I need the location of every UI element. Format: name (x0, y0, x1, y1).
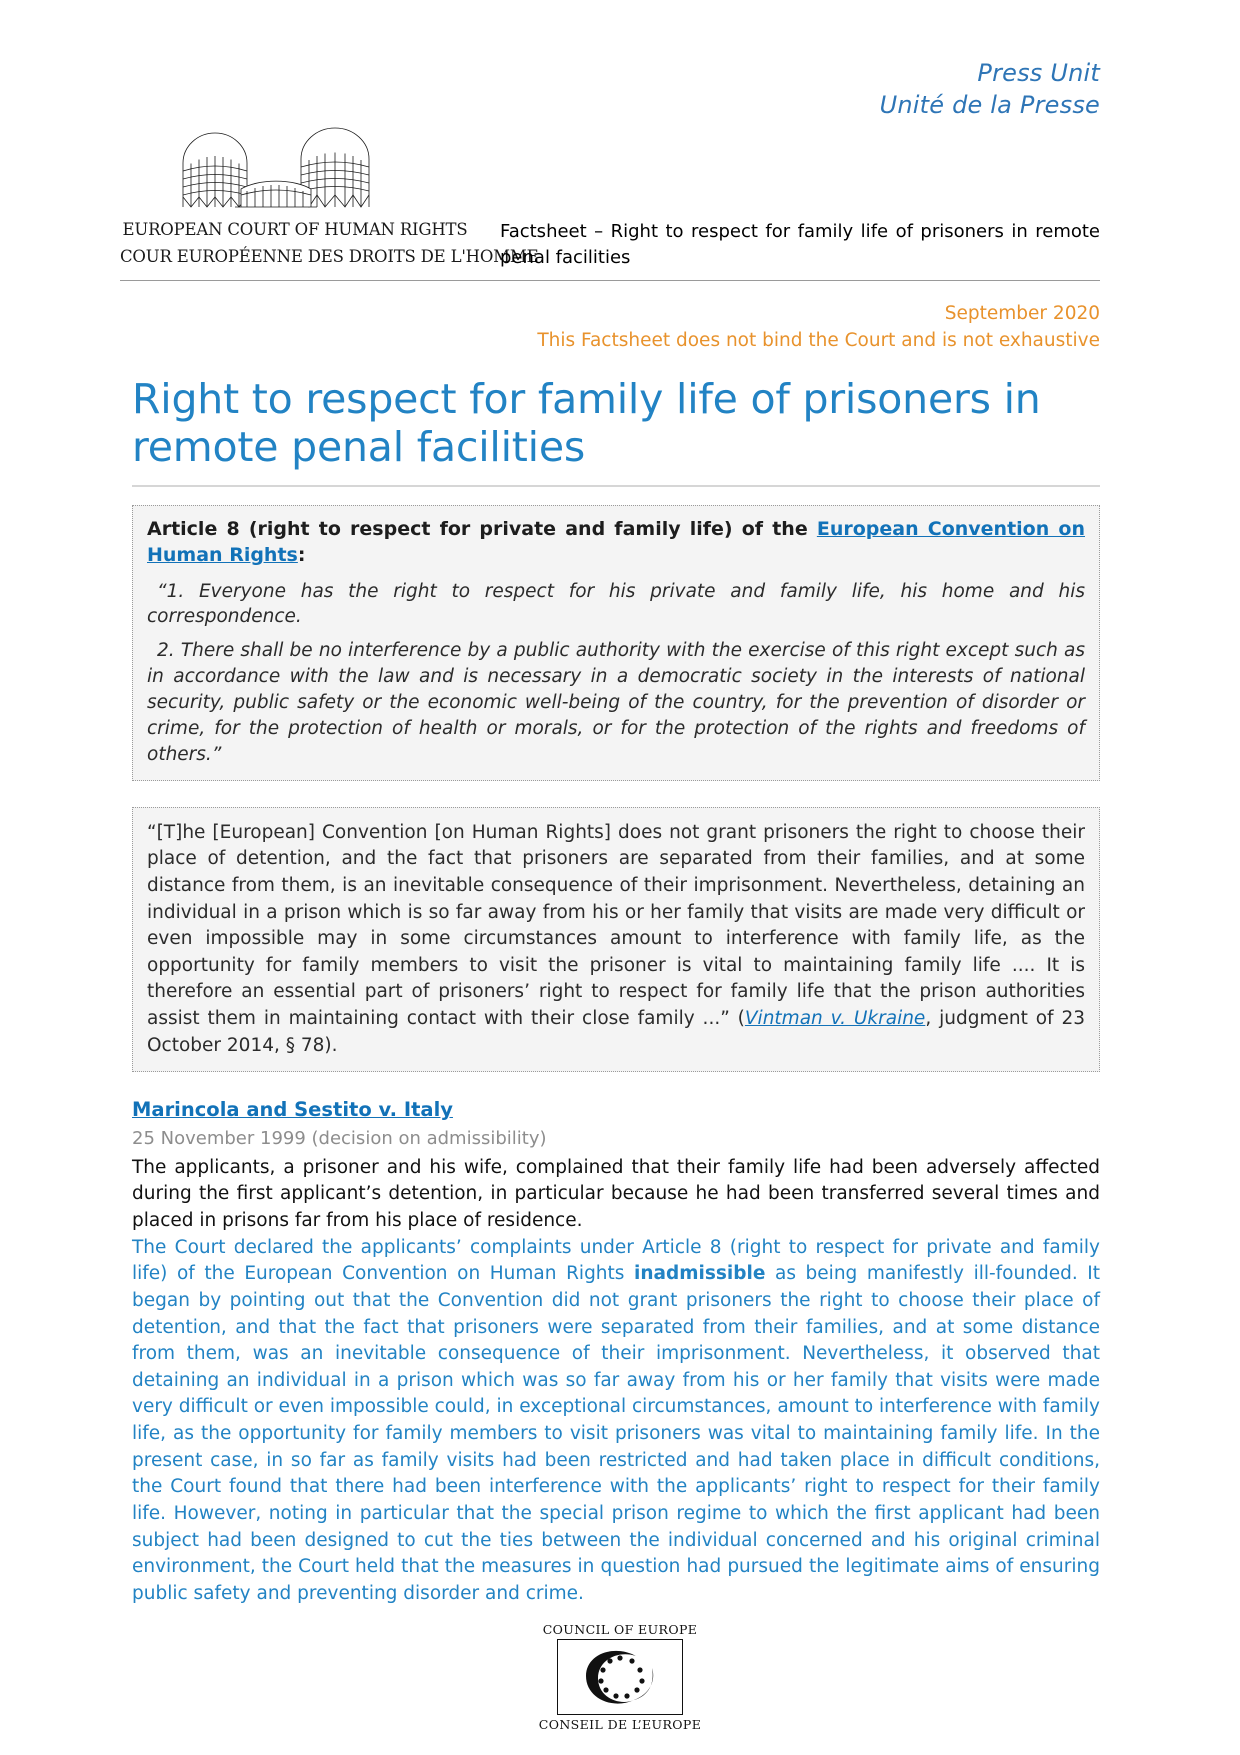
case-facts-paragraph: The applicants, a prisoner and his wife, complained that their family life had been adversely affected during the first applicant’s detention, in particular because he had been transferred several times and placed in prisons far from his place of residence. (132, 1156, 1100, 1231)
case-holding-paragraph (132, 1235, 1100, 1608)
disclaimer-text: This Factsheet does not bind the Court and is not exhaustive (537, 329, 1100, 351)
coe-emblem-box (557, 1639, 683, 1715)
case-holding-inadmissible: inadmissible (634, 1263, 766, 1285)
council-of-europe-logo (539, 1622, 702, 1732)
article-8-heading-suffix: : (297, 544, 306, 567)
vintman-quote-after: , judgment of 23 October 2014, § 78). (147, 1008, 1085, 1056)
coe-label-fr: CONSEIL DE L’EUROPE (538, 1717, 702, 1732)
press-unit-en: Press Unit (977, 59, 1100, 87)
echr-convention-link[interactable]: European Convention on Human Rights (147, 518, 1085, 567)
document-footer (0, 1622, 1240, 1733)
title-divider (132, 485, 1100, 487)
echr-building-emblem (165, 127, 425, 215)
vintman-quote-before: “[T]he [European] Convention [on Human Rights] does not grant prisoners the right to choose their place of detention, and the fact that prisoners are separated from their families, and at some distance from them, is an inevitable consequence of their imprisonment. Nevertheless, detaining an individual in a prison which is so far away from his or her family that visits are made very difficult or even impossible may in some circumstances amount to interference with family life, as the opportunity for family members to visit the prisoner is vital to maintaining family life .... It is therefore an essential part of prisoners’ right to respect for family life that the prison authorities assist them in maintaining contact with their close family ...” ( (147, 821, 1085, 1030)
case-section-marincola (132, 1098, 1100, 1607)
press-unit-fr: Unité de la Presse (879, 90, 1100, 119)
article-8-heading-prefix: Article 8 (right to respect for private and family life) of the (147, 518, 817, 541)
publication-date: September 2020 (944, 303, 1100, 325)
page-title: Right to respect for family life of prisoners in remote penal facilities (132, 374, 1041, 471)
case-date: 25 November 1999 (decision on admissibility) (132, 1128, 547, 1150)
case-holding-part-1: The Court declared the applicants’ complaints under Article 8 (right to respect for private and family life) of the European Convention on Human Rights (132, 1236, 1100, 1285)
vintman-quote-text (147, 820, 1085, 1060)
echr-logo-block (120, 127, 539, 268)
article-8-box (132, 505, 1100, 781)
vintman-case-link[interactable]: Vintman v. Ukraine (744, 1008, 926, 1030)
court-name-en: EUROPEAN COURT OF HUMAN RIGHTS (122, 220, 468, 240)
press-unit-block (120, 0, 1100, 121)
vintman-quote-box (132, 807, 1100, 1073)
coe-label-en: COUNCIL OF EUROPE (542, 1622, 698, 1637)
case-title-link[interactable]: Marincola and Sestito v. Italy (132, 1098, 453, 1122)
header-divider (120, 280, 1100, 281)
article-8-paragraph-1: “1. Everyone has the right to respect for his private and family life, his home and his correspondence. (147, 580, 1085, 628)
article-8-heading (147, 516, 1085, 568)
court-name-fr: COUR EUROPÉENNE DES DROITS DE L'HOMME (120, 246, 539, 266)
document-header (120, 127, 1100, 270)
case-holding-part-2: as being manifestly ill-founded. It began by pointing out that the Convention did not grant prisoners the right to choose their place of detention, and that the fact that prisoners were separated from their families, and at some distance from them, was an inevitable consequence of their imprisonment. Nevertheless, it observed that detaining an individual in a prison which was so far away from his or her family that visits were made very difficult or even impossible could, in exceptional circumstances, amount to interference with family life, as the opportunity for family members to visit prisoners was vital to maintaining family life. In the present case, in so far as family visits had been restricted and had taken place in difficult conditions, the Court found that there had been interference with the applicants’ right to respect for their family life. However, noting in particular that the special prison regime to which the first applicant had been subject had been designed to cut the ties between the individual concerned and his original criminal environment, the Court held that the measures in question had pursued the legitimate aims of ensuring public safety and preventing disorder and crime. (132, 1263, 1101, 1604)
coe-stars-emblem (558, 1640, 682, 1714)
factsheet-header-title: Factsheet – Right to respect for family life of prisoners in remote penal facilities (500, 221, 1100, 268)
article-8-paragraph-2: 2. There shall be no interference by a public authority with the exercise of this right except such as in accordance with the law and is necessary in a democratic society in the interests of national security, public safety or the economic well-being of the country, for the prevention of disorder or crime, for the protection of health or morals, or for the protection of the rights and freedoms of others.” (147, 640, 1085, 765)
